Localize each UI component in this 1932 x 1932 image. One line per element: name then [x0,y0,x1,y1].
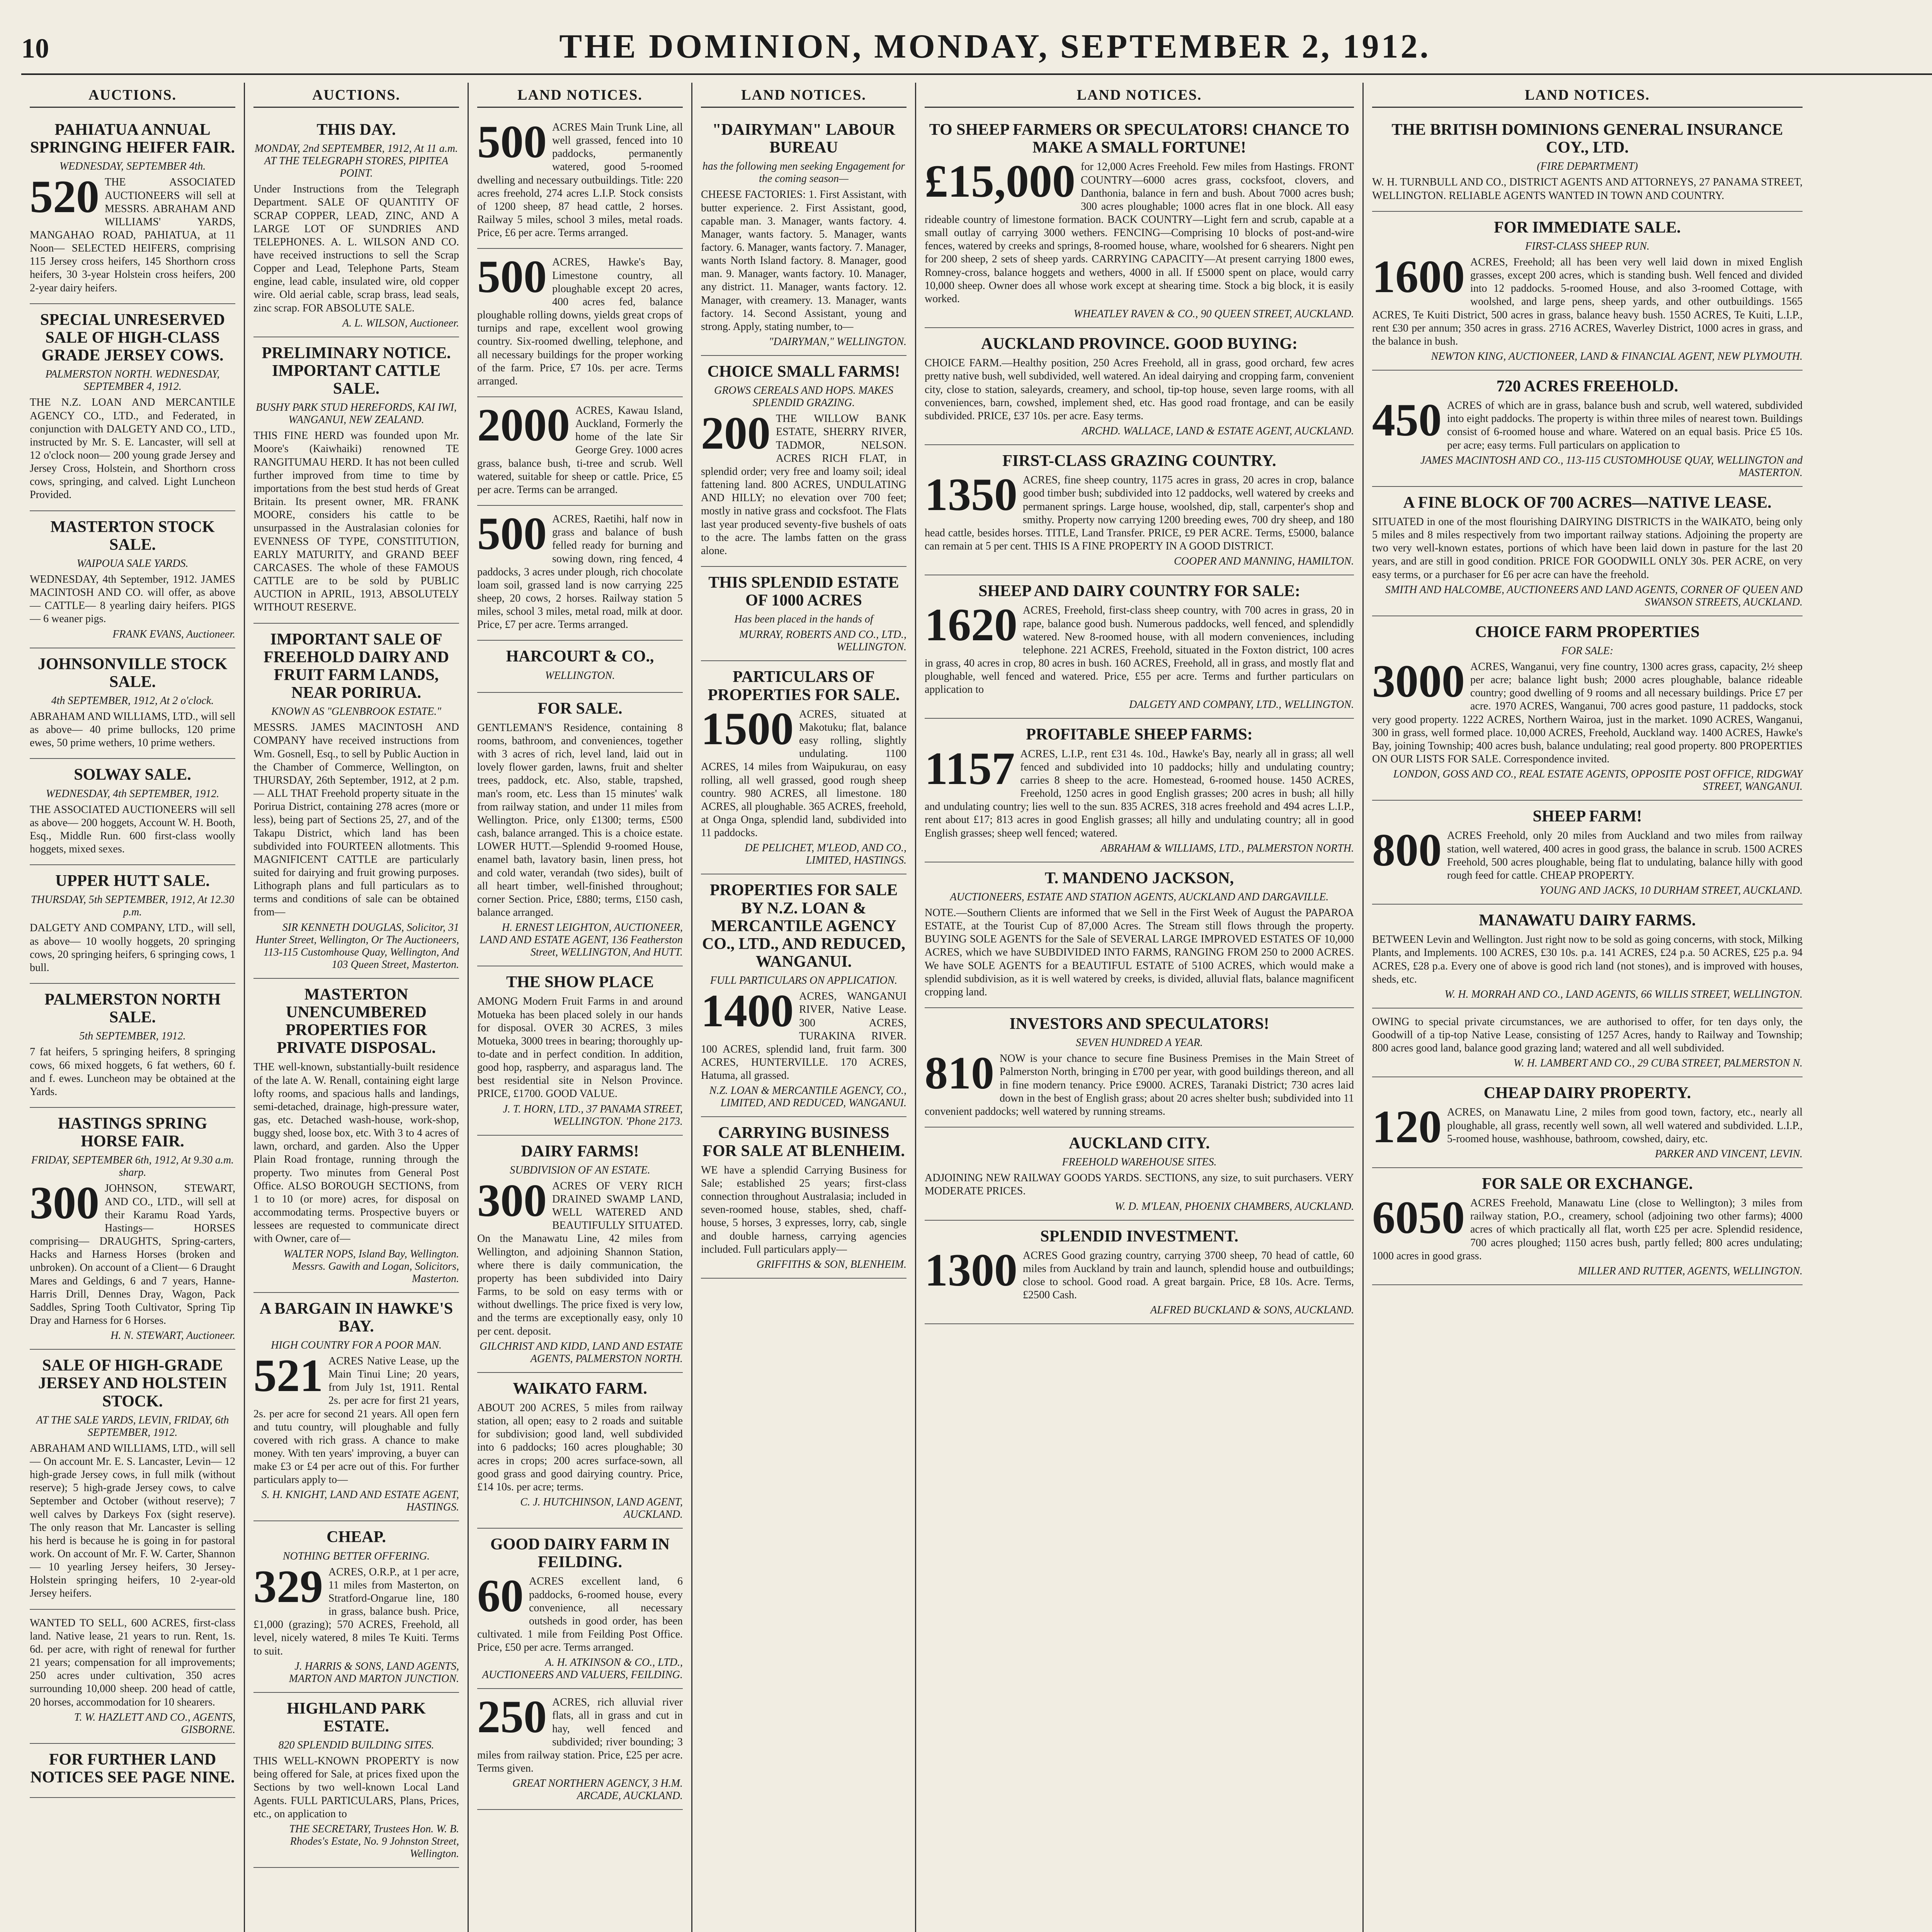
ad-subtitle: SEVEN HUNDRED A YEAR. [1076,1037,1203,1049]
advertisement [30,759,235,865]
ad-lead-figure: 1620 [925,599,1017,651]
ad-title: DAIRY FARMS! [521,1142,639,1160]
ad-signature: COOPER AND MANNING, HAMILTON. [1174,555,1354,568]
ad-subtitle: FRIDAY, SEPTEMBER 6th, 1912, At 9.30 a.m. sharp. [31,1154,234,1179]
ad-lead-figure: 2000 [477,399,570,451]
ad-signature: W. H. LAMBERT AND CO., 29 CUBA STREET, PALMERSTON N. [1513,1057,1803,1070]
column-5 [916,83,1364,1932]
ad-title: PALMERSTON NORTH SALE. [44,991,221,1027]
advertisement [1372,1009,1803,1077]
ad-lead-figure: 329 [253,1560,323,1612]
ad-lead-figure: 500 [477,251,547,303]
ad-title: PROFITABLE SHEEP FARMS: [1026,726,1253,744]
ad-signature: GREAT NORTHERN AGENCY, 3 H.M. ARCADE, AUCKLAND. [512,1777,683,1802]
ad-body: 60 ACRES excellent land, 6 paddocks, 6-roomed house, every convenience, all necessary outsheds in good order, has been cultivated. 1 mile from Feilding Post Office. Price, £50 per acre. Terms arranged. [477,1570,683,1654]
ad-title: AUCKLAND PROVINCE. GOOD BUYING: [981,335,1298,353]
ad-signature: "DAIRYMAN," WELLINGTON. [769,336,906,348]
ad-body: 250 ACRES, rich alluvial river flats, all in grass and cut in hay, well fenced and subdivided; river bounding; 3 miles from railway station. Price, £25 per acre. Terms given. [477,1691,683,1775]
column-heading: LAND NOTICES. [701,87,906,108]
ad-title: THE SHOW PLACE [506,973,654,992]
ad-body: Under Instructions from the Telegraph Department. SALE OF QUANTITY OF SCRAP COPPER, LEAD, ZINC, AND A LARGE LOT OF SUNDRIES AND TELEPHONES. A. L. WILSON AND CO. have received instructions to sell the Scrap Copper and Lead, Telephone Parts, Steam engine, lead cable, insulated wire, old copper wire. Old aerial cable, scrap brass, lead seals, zinc scrap. FOR ABSOLUTE SALE. [253,183,459,314]
ad-title: THIS SPLENDID ESTATE OF 1000 ACRES [708,574,899,610]
ad-title: SHEEP AND DAIRY COUNTRY FOR SALE: [978,582,1300,600]
ad-title: MASTERTON UNENCUMBERED PROPERTIES FOR PRIVATE DISPOSAL. [277,985,436,1057]
advertisement [477,506,683,641]
ad-signature: PARKER AND VINCENT, LEVIN. [1655,1148,1803,1160]
advertisement [477,114,683,249]
ad-title: FOR SALE. [537,699,622,718]
ad-title: HARCOURT & CO., [506,648,654,666]
ad-title: A BARGAIN IN HAWKE'S BAY. [259,1299,453,1335]
columns [21,83,1932,1932]
advertisement [925,862,1354,1008]
ad-signature: MURRAY, ROBERTS AND CO., LTD., WELLINGTON. [739,629,906,653]
advertisement [925,1008,1354,1128]
ad-body: BETWEEN Levin and Wellington. Just right now to be sold as going concerns, with stock, Milking Plants, and Implements. 100 ACRES, £30 10s. p.a. 141 ACRES, £24 p.a. 50 ACRES, £25 p.a. 94 ACRES, £28 p.a. Every one of above is good rich land (not stones), and is improved with houses, sheds, etc. [1372,934,1803,985]
column-3 [469,83,692,1932]
ad-lead-figure: 450 [1372,394,1442,446]
ad-body: THE N.Z. LOAN AND MERCANTILE AGENCY CO., LTD., and Federated, in conjunction with DALGETY AND CO., LTD., instructed by Mr. S. E. Lancaster, will sell at 12 o'clock noon— 200 young grade Jersey and Jersey Cross, Holstein, and Shorthorn cross cows, springing, and calved. Light Luncheon Provided. [30,396,235,501]
ad-signature: N.Z. LOAN & MERCANTILE AGENCY, CO., LIMITED, AND REDUCED, WANGANUI. [709,1085,906,1109]
ad-signature: ALFRED BUCKLAND & SONS, AUCKLAND. [1150,1304,1354,1316]
ad-signature: NEWTON KING, AUCTIONEER, LAND & FINANCIAL AGENT, NEW PLYMOUTH. [1431,350,1803,362]
advertisement [477,397,683,506]
ad-body: THIS WELL-KNOWN PROPERTY is now being offered for Sale, at prices fixed upon the Sections by two well-known Local Land Agents. FULL PARTICULARS, Plans, Prices, etc., on application to [253,1755,459,1820]
ad-lead-figure: 1500 [701,702,794,754]
ad-signature: SMITH AND HALCOMBE, AUCTIONEERS AND LAND AGENTS, CORNER OF QUEEN AND SWANSON STREETS, AUCKLAND. [1385,583,1803,608]
ad-subtitle: MONDAY, 2nd SEPTEMBER, 1912, At 11 a.m. AT THE TELEGRAPH STORES, PIPITEA POINT. [254,143,458,180]
advertisement [30,1350,235,1609]
ad-title: THE BRITISH DOMINIONS GENERAL INSURANCE COY., LTD. [1391,121,1783,157]
advertisement [30,304,235,511]
ad-body: WANTED TO SELL, 600 ACRES, first-class land. Native lease, 21 years to run. Rent, 1s. 6d. per acre, with right of renewal for further 21 years; compensation for all improvements; 250 acres under cultivation, 350 acres surrounding 10,000 sheep. 200 head of cattle, 20 horses, accommodation for 10 shearers. [30,1617,235,1708]
advertisement [477,1136,683,1373]
ad-body: 1157 ACRES, L.I.P., rent £31 4s. 10d., Hawke's Bay, nearly all in grass; all well fenced and subdivided into 10 paddocks; hilly and undulating country; carries 8 sheep to the acre. Homestead, 6-roomed house. 1450 ACRES, Freehold, 1250 acres in good English grasses; 200 acres in bush; all hilly and undulating country; lies well to the sun. 835 ACRES, 318 acres freehold and 494 acres L.I.P., rent about £17; 813 acres in good English grasses; all hilly and undulating country; all in good English grasses; sheep well fenced; watered. [925,742,1354,839]
ad-body: 500 ACRES Main Trunk Line, all well grassed, fenced into 10 paddocks, permanently watered, good 5-roomed dwelling and necessary outbuildings. Title: 220 acres freehold, 274 acres L.I.P. Stock consists of 1200 sheep, 87 head cattle, 2 horses. Railway 5 miles, school 3 miles, metal roads. Price, £6 per acre. Terms arranged. [477,116,683,239]
ad-subtitle: FULL PARTICULARS ON APPLICATION. [710,975,898,987]
ad-subtitle: WELLINGTON. [545,669,615,682]
advertisement [30,1610,235,1744]
ad-signature: C. J. HUTCHINSON, LAND AGENT, AUCKLAND. [520,1496,683,1520]
ad-subtitle: PALMERSTON NORTH. WEDNESDAY, SEPTEMBER 4, 1912. [45,368,220,393]
ad-title: PARTICULARS OF PROPERTIES FOR SALE. [707,668,900,704]
ad-signature: GILCHRIST AND KIDD, LAND AND ESTATE AGENTS, PALMERSTON NORTH. [480,1340,683,1365]
advertisement [701,1117,906,1278]
advertisement [30,648,235,759]
column-6 [1364,83,1811,1932]
ad-signature: J. T. HORN, LTD., 37 PANAMA STREET, WELLINGTON. 'Phone 2173. [503,1103,683,1128]
ad-subtitle: AUCTIONEERS, ESTATE AND STATION AGENTS, AUCKLAND AND DARGAVILLE. [950,891,1329,903]
advertisement [30,984,235,1108]
ad-lead-figure: 3000 [1372,655,1465,707]
ad-body: 300 ACRES OF VERY RICH DRAINED SWAMP LAND, WELL WATERED AND BEAUTIFULLY SITUATED. On the Manawatu Line, 42 miles from Wellington, and adjoining Shannon Station, where there is daily communication, the property has been subdivided into Dairy Farms, to be sold on easy terms with or without dwellings. The price fixed is very low, and the terms are exceptionally easy, only 10 per cent. deposit. [477,1174,683,1337]
ad-body: MESSRS. JAMES MACINTOSH AND COMPANY have received instructions from Wm. Gosnell, Esq., to sell by Public Auction in the Chamber of Commerce, Wellington, on THURSDAY, 26th September, 1912, at 2 p.m.— ALL THAT Freehold property situate in the Porirua District, containing 278 acres (more or less), being part of Sections 25, 27, and of the Takapu District, which land has been subdivided into FOURTEEN allotments. This MAGNIFICENT CATTLE are particularly suited for dairying and fruit growing purposes. Lithograph plans and full particulars as to terms and conditions of sale can be obtained from— [253,721,459,918]
ad-body: DALGETY AND COMPANY, LTD., will sell, as above— 10 woolly hoggets, 20 springing cows, 20 springing heifers, 6 springing cows, 1 bull. [30,922,235,974]
advertisement [1372,487,1803,616]
ad-subtitle: HIGH COUNTRY FOR A POOR MAN. [271,1339,442,1351]
ad-title: 720 ACRES FREEHOLD. [1496,377,1679,395]
ad-title: CHOICE FARM PROPERTIES [1475,623,1700,641]
ad-signature: W. H. MORRAH AND CO., LAND AGENTS, 66 WILLIS STREET, WELLINGTON. [1444,988,1803,1000]
advertisement [253,1293,459,1522]
advertisement [1372,801,1803,905]
ad-body: NOTE.—Southern Clients are informed that we Sell in the First Week of August the PAPAROA ESTATE, at the Tourist Cup of 87,000 Acres. The Stream still flows through the property. BUYING SOLE AGENTS for the Sale of SEVERAL LARGE IMPROVED ESTATES OF 10,000 ACRES, which we have SUBDIVIDED INTO FARMS, RANGING FROM 250 to 2000 ACRES. We have SOLE AGENTS for a BEAUTIFUL ESTATE of 5100 ACRES, which would make a splendid subdivision, as it is well watered by creeks, is divided, alluvial flats, balance magnificent cropping land. [925,906,1354,998]
ad-signature: GRIFFITHS & SON, BLENHEIM. [756,1258,906,1270]
ad-subtitle: NOTHING BETTER OFFERING. [282,1550,430,1562]
ad-body: ABRAHAM AND WILLIAMS, LTD., will sell— On account Mr. E. S. Lancaster, Levin— 12 high-grade Jersey cows, in full milk (without reserve); 5 high-grade Jersey cows, to calve September and October (without reserve); 7 well calves by Darkeys Fox (sight reserve). The only reason that Mr. Lancaster is selling his herd is because he is going in for pastoral work. On account of Mr. F. W. Carter, Shannon— 10 yearling Jersey heifers, 30 Jersey-Holstein springing heifers, 10 2-year-old Jersey heifers. [30,1442,236,1600]
ad-title: GOOD DAIRY FARM IN FEILDING. [490,1535,670,1571]
ad-lead-figure: 1157 [925,742,1015,794]
column-heading: LAND NOTICES. [1372,87,1803,108]
ad-title: UPPER HUTT SALE. [55,872,210,890]
ad-lead-figure: 1300 [925,1244,1017,1296]
advertisement [925,575,1354,719]
ad-signature: A. H. ATKINSON & CO., LTD., AUCTIONEERS AND VALUERS, FEILDING. [482,1656,683,1681]
ad-signature: WALTER NOPS, Island Bay, Wellington. Messrs. Gawith and Logan, Solicitors, Masterton. [283,1248,459,1285]
ad-body: 6050 ACRES Freehold, Manawatu Line (close to Wellington); 3 miles from railway station, P.O., creamery, school (adjoining two other farms); 4000 acres of which practically all flat, worth £25 per acre. Splendid residence, 700 acres ploughed; 1150 acres bush, partly felled; 800 acres undulating; 1000 acres in good grass. [1372,1192,1803,1262]
advertisement [253,337,459,624]
advertisement [1372,1077,1803,1168]
ad-title: "DAIRYMAN" LABOUR BUREAU [712,121,895,157]
ad-lead-figure: 520 [30,171,99,223]
ad-body: 810 NOW is your chance to secure fine Business Premises in the Main Street of Palmerston North, bringing in £700 per year, with good buildings thereon, and all in fine modern tenancy. Price £9000. ACRES, Taranaki District; 730 acres laid down in the best of English grass; about 20 acres shelter bush; subdivided into 11 convenient paddocks; well watered by running streams. [925,1047,1354,1117]
ad-title: WAIKATO FARM. [513,1379,647,1398]
ad-body: ABRAHAM AND WILLIAMS, LTD., will sell as above— 40 prime bullocks, 120 prime ewes, 50 prime wethers, 10 prime wethers. [30,710,236,749]
advertisement [1372,212,1803,371]
ad-title: PROPERTIES FOR SALE BY N.Z. LOAN & MERCANTILE AGENCY CO., LTD., AND REDUCED, WANGANUI. [702,881,905,971]
ad-signature: YOUNG AND JACKS, 10 DURHAM STREET, AUCKLAND. [1539,884,1803,896]
advertisement [701,114,906,356]
ad-title: FOR IMMEDIATE SALE. [1494,218,1681,236]
ad-signature: H. ERNEST LEIGHTON, AUCTIONEER, LAND AND ESTATE AGENT, 136 Featherston Street, WELLINGTON, And HUTT. [480,922,683,959]
ad-body: OWING to special private circumstances, we are authorised to offer, for ten days only, the Goodwill of a tip-top Native Lease, consisting of 1257 Acres, handy to Railway and Township; 800 acres good land, balance good grazing land; watered and all well subdivided. [1372,1015,1803,1054]
ad-title: CHEAP. [327,1528,386,1546]
advertisement [477,1689,683,1810]
advertisement [30,1744,235,1798]
ad-body: WEDNESDAY, 4th September, 1912. JAMES MACINTOSH AND CO. will offer, as above— CATTLE— 8 yearling dairy heifers. PIGS— 6 weaner pigs. [30,573,235,625]
ad-subtitle: Has been placed in the hands of [734,613,873,626]
ad-body: AMONG Modern Fruit Farms in and around Motueka has been placed solely in our hands for disposal. OVER 30 ACRES, 3 miles Motueka, 3000 trees in bearing; thoroughly up-to-date and in perfect condition. In addition, good hop, raspberry, and asparagus land. The best residential site in Nelson Province. PRICE, £1700. GOOD VALUE. [477,995,683,1100]
ad-title: INVESTORS AND SPECULATORS! [1009,1015,1269,1033]
ad-body: 200 THE WILLOW BANK ESTATE, SHERRY RIVER, TADMOR, NELSON. ACRES RICH FLAT, in splendid order; very free and loamy soil; ideal fattening land. 800 ACRES, UNDULATING AND HILLY; no elevation over 700 feet; mostly in native grass and cocksfoot. The Flats last year produced seventy-five bushels of oats to the acre. The lambs fatten on the grass alone. [701,407,906,557]
ad-body: 7 fat heifers, 5 springing heifers, 8 springing cows, 66 mixed hoggets, 6 fat wethers, 60 f. and f. ewes. Luncheon may be obtained at the Yards. [30,1046,235,1098]
ad-title: CARRYING BUSINESS FOR SALE AT BLENHEIM. [702,1124,905,1160]
column-heading: AUCTIONS. [253,87,459,108]
ad-subtitle: THURSDAY, 5th SEPTEMBER, 1912, At 12.30 p.m. [31,894,235,918]
ad-signature: W. D. M'LEAN, PHOENIX CHAMBERS, AUCKLAND. [1115,1200,1354,1213]
advertisement [477,1373,683,1529]
advertisement [701,356,906,567]
ad-title: SPECIAL UNRESERVED SALE OF HIGH-CLASS GRADE JERSEY COWS. [40,311,225,365]
ad-body: ADJOINING NEW RAILWAY GOODS YARDS. SECTIONS, any size, to suit purchasers. VERY MODERATE PRICES. [925,1172,1354,1197]
ad-body: 3000 ACRES, Wanganui, very fine country, 1300 acres grass, capacity, 2½ sheep per acre; balance light bush; 2000 acres ploughable, balance rideable country; good dwelling of 9 rooms and all necessary buildings. Price £7 per acre. 1970 ACRES, Wanganui, 700 acres good pasture, 11 paddocks, stock very good property. 1222 ACRES, Northern Wairoa, just in the market. 1090 ACRES, Wanganui, 300 in grass, well formed place. 10,000 ACRES, Freehold, Auckland way. 1400 ACRES, Hawke's Bay, joining Township; 400 acres bush, balance undulating; real good property. 800 PROPERTIES ON OUR LISTS FOR SALE. Correspondence invited. [1372,655,1803,765]
ad-body: 120 ACRES, on Manawatu Line, 2 miles from good town, factory, etc., nearly all ploughable, all grass, recently well sown, all well watered and subdivided. L.I.P., 5-roomed house, washhouse, bathroom, cowshed, dairy, etc. [1372,1101,1803,1153]
ad-title: SALE OF HIGH-GRADE JERSEY AND HOLSTEIN STOCK. [38,1357,227,1410]
advertisement [477,1529,683,1689]
ad-title: JOHNSONVILLE STOCK SALE. [37,655,228,691]
advertisement [30,865,235,984]
ad-body: WE have a splendid Carrying Business for Sale; established 25 years; first-class connection throughout Australasia; included in seven-roomed house, stables, shed, chaff-house, 5 horses, 3 expresses, lorry, cab, single and double harness, carrying agencies included. Full particulars apply— [701,1164,906,1255]
ad-signature: MILLER AND RUTTER, AGENTS, WELLINGTON. [1578,1265,1803,1277]
advertisement [925,328,1354,445]
ad-title: FOR SALE OR EXCHANGE. [1481,1175,1693,1193]
ad-title: SHEEP FARM! [1532,808,1642,826]
ad-lead-figure: 521 [253,1349,323,1401]
advertisement [925,1128,1354,1221]
ad-title: TO SHEEP FARMERS OR SPECULATORS! CHANCE TO MAKE A SMALL FORTUNE! [929,121,1350,157]
ad-body: THE ASSOCIATED AUCTIONEERS will sell as above— 200 hoggets, Account W. H. Booth, Esq., Middle Run. 600 first-class woolly hoggets, mixed sexes. [30,803,235,855]
advertisement [253,979,459,1293]
advertisement [253,1521,459,1692]
ad-title: SPLENDID INVESTMENT. [1040,1227,1238,1245]
advertisement [1372,905,1803,1009]
ad-body: CHEESE FACTORIES: 1. First Assistant, with butter experience. 2. First Assistant, good, capable man. 3. Manager, wants factory. 4. Manager, wants factory. 5. Manager, wants factory. 6. Manager, wants factory. 7. Manager, wants North Island factory. 8. Manager, good man. 9. Manager, wants factory. 10. Manager, any district. 11. Manager, wants factory. 12. Manager, with creamery. 13. Manager, wants factory. 14. Second Assistant, young and strong. Apply, stating number, to— [701,189,906,333]
advertisement [477,966,683,1135]
ad-body: 300 JOHNSON, STEWART, AND CO., LTD., will sell at their Karamu Road Yards, Hastings— HORSES comprising— DRAUGHTS, Spring-carters, Hacks and Harness Horses (broken and unbroken). On account of a Client— 6 Draught Mares and Geldings, 6 and 7 years, Hanne-Harris Drill, Dennes Dray, Wagon, Pack Saddles, Spring Tooth Cultivator, Spring Tip Dray and Harness for 6 Horses. [30,1177,235,1327]
ad-lead-figure: 120 [1372,1101,1442,1153]
ad-title: CHOICE SMALL FARMS! [707,363,900,381]
advertisement [925,114,1354,328]
ad-body: 521 ACRES Native Lease, up the Main Tinui Line; 20 years, from July 1st, 1911. Rental 2s. per acre for first 21 years, 2s. per acre for second 21 years. All open fern and tutu country, will ploughable and fully covered with rich grass. A chance to make money. With ten years' improving, a buyer can make £3 or £4 per acre out of this. For further particulars apply to— [253,1349,459,1486]
ad-signature: J. HARRIS & SONS, LAND AGENTS, MARTON AND MARTON JUNCTION. [289,1660,459,1685]
ad-title: HIGHLAND PARK ESTATE. [287,1699,426,1735]
ad-title: HASTINGS SPRING HORSE FAIR. [58,1115,207,1151]
advertisement [253,624,459,979]
ad-subtitle: WEDNESDAY, 4th SEPTEMBER, 1912. [46,787,219,800]
ad-subtitle: AT THE SALE YARDS, LEVIN, FRIDAY, 6th SEPTEMBER, 1912. [36,1414,229,1439]
advertisement [253,114,459,337]
ad-body: 520 THE ASSOCIATED AUCTIONEERS will sell at MESSRS. ABRAHAM AND WILLIAMS' YARDS, MANGAHAO ROAD, PAHIATUA, at 11 Noon— SELECTED HEIFERS, comprising 115 Jersey cross heifers, 145 Shorthorn cross heifers, 30 3-year Holstein cross heifers, 200 2-year dairy heifers. [30,171,235,294]
ad-subtitle: 5th SEPTEMBER, 1912. [79,1030,186,1043]
ad-body: 1400 ACRES, WANGANUI RIVER, Native Lease. 300 ACRES, TURAKINA RIVER. 100 ACRES, splendid land, fruit farm. 300 ACRES, HUNTERVILLE. 170 ACRES, Hatuma, all grassed. [701,985,906,1082]
ad-signature: DE PELICHET, M'LEOD, AND CO., LIMITED, HASTINGS. [745,842,906,867]
ad-body: 1620 ACRES, Freehold, first-class sheep country, with 700 acres in grass, 20 in rape, balance good bush. Numerous paddocks, well fenced, and splendidly watered. New 8-roomed house, with all modern conveniences, including telephone. 221 ACRES, Freehold, situated in the Foxton district, 100 acres in grass, 40 acres in crop, 80 acres in bush. 160 ACRES, Freehold, all in grass, and mostly flat and ploughable, well fenced and watered. Price, £55 per acre. Terms and further particulars on application to [925,599,1354,696]
ad-lead-figure: 300 [30,1177,99,1229]
ad-body: 1350 ACRES, fine sheep country, 1175 acres in grass, 20 acres in crop, balance good timber bush; subdivided into 12 paddocks, well watered by creeks and permanent springs. Large house, woolshed, dip, stall, carpenter's shop and smithy. Property now carrying 1200 breeding ewes, 700 dry sheep, and 180 head cattle, besides horses. TITLE, Land Transfer. PRICE, £9 PER ACRE. Terms, £5000, balance can remain at 5 per cent. THIS IS A FINE PROPERTY IN A GOOD DISTRICT. [925,469,1354,553]
advertisement [30,114,235,304]
advertisement [701,661,906,874]
advertisement [925,445,1354,575]
ad-title: PAHIATUA ANNUAL SPRINGING HEIFER FAIR. [30,121,235,157]
ad-signature: JAMES MACINTOSH AND CO., 113-115 CUSTOMHOUSE QUAY, WELLINGTON and MASTERTON. [1420,454,1803,479]
ad-title: CHEAP DAIRY PROPERTY. [1483,1084,1691,1102]
column-2 [245,83,469,1932]
ad-body: £15,000 for 12,000 Acres Freehold. Few miles from Hastings. FRONT COUNTRY—6000 acres grass, cocksfoot, clovers, and Danthonia, balance in fern and bush. About 7000 acres bush; 300 acres ploughable; 1000 acres flat in one block. All easy rideable country of limestone formation. BACK COUNTRY—Light fern and scrub, capable at a small outlay of carrying 3000 wethers. FENCING—Comprising 10 blocks of post-and-wire fences, watered by creeks and springs, 8-roomed house, whare, woolshed for 6 shearers. Night pen for 200 sheep, 2 sets of sheep yards. CARRYING CAPACITY—At present carrying 1800 ewes, Romney-cross, balance hoggets and wethers, 4000 in all. If £5000 spent on place, would carry 10,000 sheep. Owner does all whose work except at shearing time. Stock a big block, it is easily worked. [925,155,1354,305]
ad-signature: ARCHD. WALLACE, LAND & ESTATE AGENT, AUCKLAND. [1082,425,1354,437]
advertisement [477,249,683,397]
ad-signature: T. W. HAZLETT AND CO., AGENTS, GISBORNE. [74,1711,235,1736]
ad-body: CHOICE FARM.—Healthy position, 250 Acres Freehold, all in grass, good orchard, few acres pretty native bush, well subdivided, well watered. An ideal dairying and cropping farm, convenient city, close to station, saleyards, creamery, and school, tip-top house, seven large rooms, with all conveniences, barn, cowshed, implement shed, etc. Has good road frontage, and can be easily subdivided. PRICE, £37 10s. per acre. Easy terms. [925,357,1354,422]
ad-body: ABOUT 200 ACRES, 5 miles from railway station, all open; easy to 2 roads and suitable for subdivision; good land, well subdivided into 6 paddocks; 160 acres ploughable; 30 acres in crops; 200 acres surface-sown, all good grass and good dairying country. Price, £14 10s. per acre; terms. [477,1401,683,1493]
ad-lead-figure: 810 [925,1047,994,1099]
advertisement [925,719,1354,862]
column-heading: LAND NOTICES. [925,87,1354,108]
column-heading: AUCTIONS. [30,87,235,108]
ad-subtitle: 820 SPLENDID BUILDING SITES. [278,1739,434,1752]
ad-body: 2000 ACRES, Kawau Island, Auckland, Formerly the home of the late Sir George Grey. 1000 acres grass, balance bush, ti-tree and scrub. Well watered, suitable for sheep or cattle. Price, £5 per acre. Terms can be arranged. [477,399,683,496]
ad-lead-figure: 250 [477,1691,547,1743]
ad-title: A FINE BLOCK OF 700 ACRES—NATIVE LEASE. [1403,493,1772,512]
ad-subtitle: (FIRE DEPARTMENT) [1537,160,1638,173]
advertisement [701,874,906,1117]
ad-signature: S. H. KNIGHT, LAND AND ESTATE AGENT, HASTINGS. [261,1489,459,1514]
ad-signature: H. N. STEWART, Auctioneer. [111,1330,235,1342]
ad-body: SITUATED in one of the most flourishing DAIRYING DISTRICTS in the WAIKATO, being only 5 miles and 8 miles respectively from two important railway stations. Adjoining the property are two very well-known estates, portions of which have been laid down in pasture for the last 20 years, and are still in good condition. PRICE FOR GOODWILL ONLY 30s. PER ACRE, on very easy terms, or a purchaser for £6 per acre can have the freehold. [1372,515,1803,581]
ad-subtitle: KNOWN AS "GLENBROOK ESTATE." [271,706,441,718]
ad-signature: LONDON, GOSS AND CO., REAL ESTATE AGENTS, OPPOSITE POST OFFICE, RIDGWAY STREET, WANGANUI. [1393,768,1803,793]
ad-signature: SIR KENNETH DOUGLAS, Solicitor, 31 Hunter Street, Wellington, Or The Auctioneers, 113-115 Customhouse Quay, Wellington, And 103 Queen Street, Masterton. [255,921,459,971]
ad-lead-figure: £15,000 [925,155,1075,207]
ad-lead-figure: 500 [477,508,547,560]
ad-signature: A. L. WILSON, Auctioneer. [342,317,459,329]
ad-body: 800 ACRES Freehold, only 20 miles from Auckland and two miles from railway station, well watered, 400 acres in good grass, the balance in scrub. 1500 ACRES Freehold, 500 acres ploughable, being flat to undulating, balance hilly with good rough feed for cattle. CHEAP PROPERTY. [1372,824,1803,881]
ad-lead-figure: 200 [701,407,770,459]
masthead-title: THE DOMINION, MONDAY, SEPTEMBER 2, 1912. [559,28,1431,65]
masthead [21,27,1932,75]
ad-lead-figure: 500 [477,116,547,167]
advertisement [253,1693,459,1868]
ad-signature: DALGETY AND COMPANY, LTD., WELLINGTON. [1129,699,1354,711]
advertisement [1372,371,1803,487]
ad-body: 329 ACRES, O.R.P., at 1 per acre, 11 miles from Masterton, on Stratford-Ongarue line, 180 in grass, balance bush. Price, £1,000 (grazing); 570 ACRES, Freehold, all level, nicely watered, 8 miles Te Kuiti. Terms to suit. [253,1560,459,1657]
ad-title: MANAWATU DAIRY FARMS. [1479,912,1696,929]
ad-lead-figure: 1600 [1372,250,1465,302]
advertisement [30,511,235,648]
column-4 [692,83,916,1932]
ad-lead-figure: 1400 [701,985,794,1037]
ad-lead-figure: 6050 [1372,1192,1465,1243]
ad-title: FOR FURTHER LAND NOTICES SEE PAGE NINE. [30,1750,235,1786]
ad-lead-figure: 300 [477,1174,547,1226]
ad-lead-figure: 1350 [925,469,1017,520]
ad-body: THE well-known, substantially-built residence of the late A. W. Renall, containing eight large lofty rooms, and spacious halls and landings, semi-detached, drainage, high-pressure water, gas, etc. Detached wash-house, work-shop, buggy shed, loose box, etc. With 3 to 4 acres of lawn, orchard, and garden. Also the Upper Plain Road frontage, running through the property. Two minutes from General Post Office. ALSO BOROUGH SECTIONS, from 1 to 10 (or more) acres, for disposal on accommodating terms. Prospective buyers or lessees are requested to communicate direct with Owner, care of— [253,1061,459,1245]
column-heading: LAND NOTICES. [477,87,683,108]
ad-subtitle: WAIPOUA SALE YARDS. [77,557,189,570]
ad-subtitle: FIRST-CLASS SHEEP RUN. [1525,240,1650,252]
ad-title: IMPORTANT SALE OF FREEHOLD DAIRY AND FRUIT FARM LANDS, NEAR PORIRUA. [263,630,449,702]
ad-subtitle: 4th SEPTEMBER, 1912, At 2 o'clock. [51,694,214,707]
ad-signature: FRANK EVANS, Auctioneer. [112,628,235,640]
ad-subtitle: GROWS CEREALS AND HOPS. MAKES SPLENDID GRAZING. [714,384,893,409]
advertisement [1372,1168,1803,1285]
ad-subtitle: BUSHY PARK STUD HEREFORDS, KAI IWI, WANGANUI, NEW ZEALAND. [256,401,457,426]
advertisement [1372,114,1803,212]
ad-body: 1300 ACRES Good grazing country, carrying 3700 sheep, 70 head of cattle, 60 miles from Auckland by train and launch, splendid house and outbuildings; close to school. Good road. A great bargain. Price, £8 10s. Acre. Terms, £2500 Cash. [925,1244,1354,1301]
ad-signature: THE SECRETARY, Trustees Hon. W. B. Rhodes's Estate, No. 9 Johnston Street, Wellington. [289,1823,459,1860]
ad-title: MASTERTON STOCK SALE. [50,518,215,554]
ad-title: FIRST-CLASS GRAZING COUNTRY. [1002,452,1276,470]
ad-subtitle: SUBDIVISION OF AN ESTATE. [510,1164,650,1176]
ad-body: 450 ACRES of which are in grass, balance bush and scrub, well watered, subdivided into eight paddocks. The property is within three miles of nearest town. Buildings consist of 6-roomed house and whare. Watered on an equal basis. Price £5 10s. per acre; easy terms. Full particulars on application to [1372,394,1803,451]
ad-title: AUCKLAND CITY. [1069,1134,1210,1152]
ad-body: 1500 ACRES, situated at Makotuku; flat, balance easy rolling, slightly undulating. 1100 ACRES, 14 miles from Waipukurau, on easy rolling, all well grassed, good rough sheep country. 980 ACRES, all limestone. 180 ACRES, all ploughable. 365 ACRES, freehold, at Onga Onga, splendid land, subdivided into 11 paddocks. [701,702,906,839]
ad-lead-figure: 800 [1372,824,1442,876]
ad-signature: WHEATLEY RAVEN & CO., 90 QUEEN STREET, AUCKLAND. [1073,308,1354,320]
advertisement [1372,616,1803,801]
ad-body: 1600 ACRES, Freehold; all has been very well laid down in mixed English grasses, except 200 acres, which is standing bush. Well fenced and divided into 12 paddocks. 5-roomed House, and also 3-roomed Cottage, with woolshed, and large pens, sheep yards, and other outbuildings. 1565 ACRES, Te Kuiti District, 500 acres in grass, balance heavy bush. 1550 ACRES, Te Kuiti, L.I.P., rent £30 per annum; 350 acres in grass. 2716 ACRES, Waverley District, 1000 acres in grass, and the balance in bush. [1372,250,1803,347]
page-number: 10 [21,33,49,64]
ad-signature: ABRAHAM & WILLIAMS, LTD., PALMERSTON NORTH. [1100,842,1354,854]
ad-title: SOLWAY SALE. [74,766,191,784]
ad-title: T. MANDENO JACKSON, [1044,869,1234,887]
ad-body: W. H. TURNBULL AND CO., DISTRICT AGENTS AND ATTORNEYS, 27 PANAMA STREET, WELLINGTON. RELIABLE AGENTS WANTED IN TOWN AND COUNTRY. [1372,176,1803,202]
ad-body: 500 ACRES, Raetihi, half now in grass and balance of bush felled ready for burning and sowing down, ring fenced, 4 paddocks, 3 acres under plough, rich chocolate loam soil, grassed land is now carrying 225 sheep, 20 cows, 2 horses. Railway station 5 miles, school 3 miles, metal road, milk at door. Price, £7 per acre. Terms arranged. [477,508,683,631]
advertisement [477,641,683,692]
column-1 [21,83,245,1932]
ad-title: THIS DAY. [316,121,396,139]
ad-title: PRELIMINARY NOTICE. IMPORTANT CATTLE SALE. [262,344,451,398]
ad-subtitle: FOR SALE: [1561,645,1614,657]
advertisement [477,693,683,967]
ad-body: 500 ACRES, Hawke's Bay, Limestone country, all ploughable except 20 acres, 400 acres fed, balance ploughable rolling downs, yields great crops of turnips and rape, excellent wool growing country. Six-roomed dwelling, telephone, and all necessary buildings for the proper working of the farm. Price, £7 10s. per acre. Terms arranged. [477,251,683,387]
ad-lead-figure: 60 [477,1570,524,1622]
ad-body: THIS FINE HERD was founded upon Mr. Moore's (Kaiwhaiki) renowned TE RANGITUMAU HERD. It has not been culled further improved from time to time by importations from the best stud herds of Great Britain. Its present owner, MR. FRANK MOORE, considers his cattle to be unsurpassed in the Australasian colonies for EVENNESS OF TYPE, CONSTITUTION, EARLY MATURITY, and GRAND BEEF CARCASES. The whole of these FAMOUS CATTLE are to be sold by PUBLIC AUCTION in APRIL, 1913, ABSOLUTELY WITHOUT RESERVE. [253,430,459,614]
ad-subtitle: WEDNESDAY, SEPTEMBER 4th. [59,160,206,173]
ad-subtitle: FREEHOLD WAREHOUSE SITES. [1062,1156,1217,1168]
advertisement [925,1221,1354,1325]
ad-subtitle: has the following men seeking Engagement for the coming season— [702,160,905,185]
advertisement [30,1108,235,1350]
advertisement [701,567,906,661]
ad-body: GENTLEMAN'S Residence, containing 8 rooms, bathroom, and conveniences, together with 3 acres of rich, level land, laid out in lovely flower garden, lawns, fruit and shelter trees, paddock, etc. Also, stable, trapshed, man's room, etc. Less than 15 minutes' walk from railway station, and under 11 miles from Wellington. Price, only £1300; terms, £500 cash, balance arranged. This is a choice estate. LOWER HUTT.—Splendid 9-roomed House, enamel bath, lavatory basin, linen press, hot and cold water, verandah (two sides), built of all heart timber, well-finished throughout; corner Section. Price, £880; terms, £150 cash, balance arranged. [477,721,683,919]
